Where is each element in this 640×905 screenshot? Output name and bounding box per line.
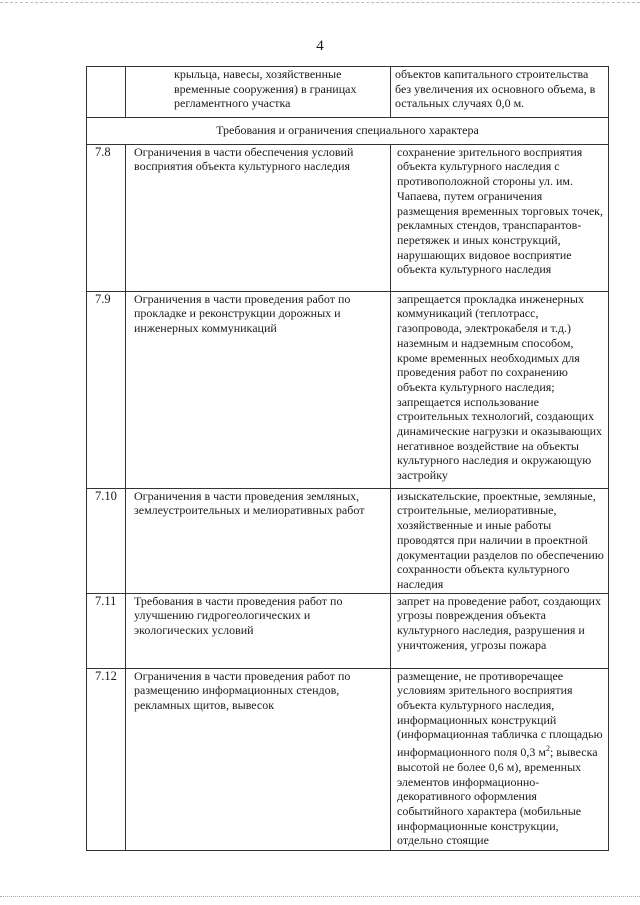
row-title-cell: крыльца, навесы, хозяйственные временные сооружения) в границах регламентного участка <box>126 67 391 118</box>
row-number: 7.10 <box>87 488 126 593</box>
row-text <box>391 668 609 850</box>
section-header-row <box>87 118 609 145</box>
row-title: Требования в части проведения работ по улучшению гидрогеологических и экологических условий <box>126 593 391 668</box>
row-text-part-a: размещение, не противоречащее условиям зрительного восприятия объекта культурного наследия, информационных конструкций (информационная табличка с площадью информационного поля 0,3 м <box>397 668 603 760</box>
row-number: 7.11 <box>87 593 126 668</box>
row-number: 7.8 <box>87 144 126 291</box>
scan-bottom-edge <box>0 896 640 897</box>
scan-top-edge <box>0 2 640 3</box>
row-text: сохранение зрительного восприятия объекта культурного наследия с противоположной стороны ул. им. Чапаева, путем ограничения размещения временных торговых точек, рекламных стендов, транспарантов-перетяжек и иных конструкций, нарушающих видовое восприятие объекта культурного наследия <box>391 144 609 291</box>
table-row <box>87 488 609 593</box>
table-row <box>87 593 609 668</box>
table-row <box>87 144 609 291</box>
row-title: Ограничения в части проведения работ по размещению информационных стендов, рекламных щитов, вывесок <box>126 668 391 850</box>
row-title: Ограничения в части обеспечения условий восприятия объекта культурного наследия <box>126 144 391 291</box>
table-row <box>87 668 609 850</box>
section-header: Требования и ограничения специального характера <box>87 118 609 145</box>
table-row <box>87 67 609 118</box>
row-text: запрет на проведение работ, создающих угрозы повреждения объекта культурного наследия, разрушения и уничтожения, угрозы пожара <box>391 593 609 668</box>
row-text: запрещается прокладка инженерных коммуникаций (теплотрасс, газопровода, электрокабеля и т.д.) наземным и надземным способом, кроме временных необходимых для проведения работ по сохранению объекта культурного наследия; запрещается использование строительных технологий, создающих динамические нагрузки и оказывающих негативное воздействие на объекты культурного наследия и окружающую застройку <box>391 291 609 488</box>
row-text-part-b: ; вывеска высотой не более 0,6 м), временных элементов информационно-декоративного оформления событийного характера (мобильные информационные конструкции, отдельно стоящие <box>397 745 598 848</box>
row-number-cell <box>87 67 126 118</box>
row-number: 7.12 <box>87 668 126 850</box>
page-number: 4 <box>316 38 324 54</box>
restrictions-table <box>86 66 609 851</box>
row-title: Ограничения в части проведения земляных, землеустроительных и мелиоративных работ <box>126 488 391 593</box>
row-number: 7.9 <box>87 291 126 488</box>
row-text-cell: объектов капитального строительства без увеличения их основного объема, в остальных случаях 0,0 м. <box>391 67 609 118</box>
row-title: Ограничения в части проведения работ по прокладке и реконструкции дорожных и инженерных коммуникаций <box>126 291 391 488</box>
superscript-squared: 2 <box>545 744 550 754</box>
table-row <box>87 291 609 488</box>
row-text: изыскательские, проектные, земляные, строительные, мелиоративные, хозяйственные и иные работы проводятся при наличии в проектной документации разделов по обеспечению сохранности объекта культурного наследия <box>391 488 609 593</box>
